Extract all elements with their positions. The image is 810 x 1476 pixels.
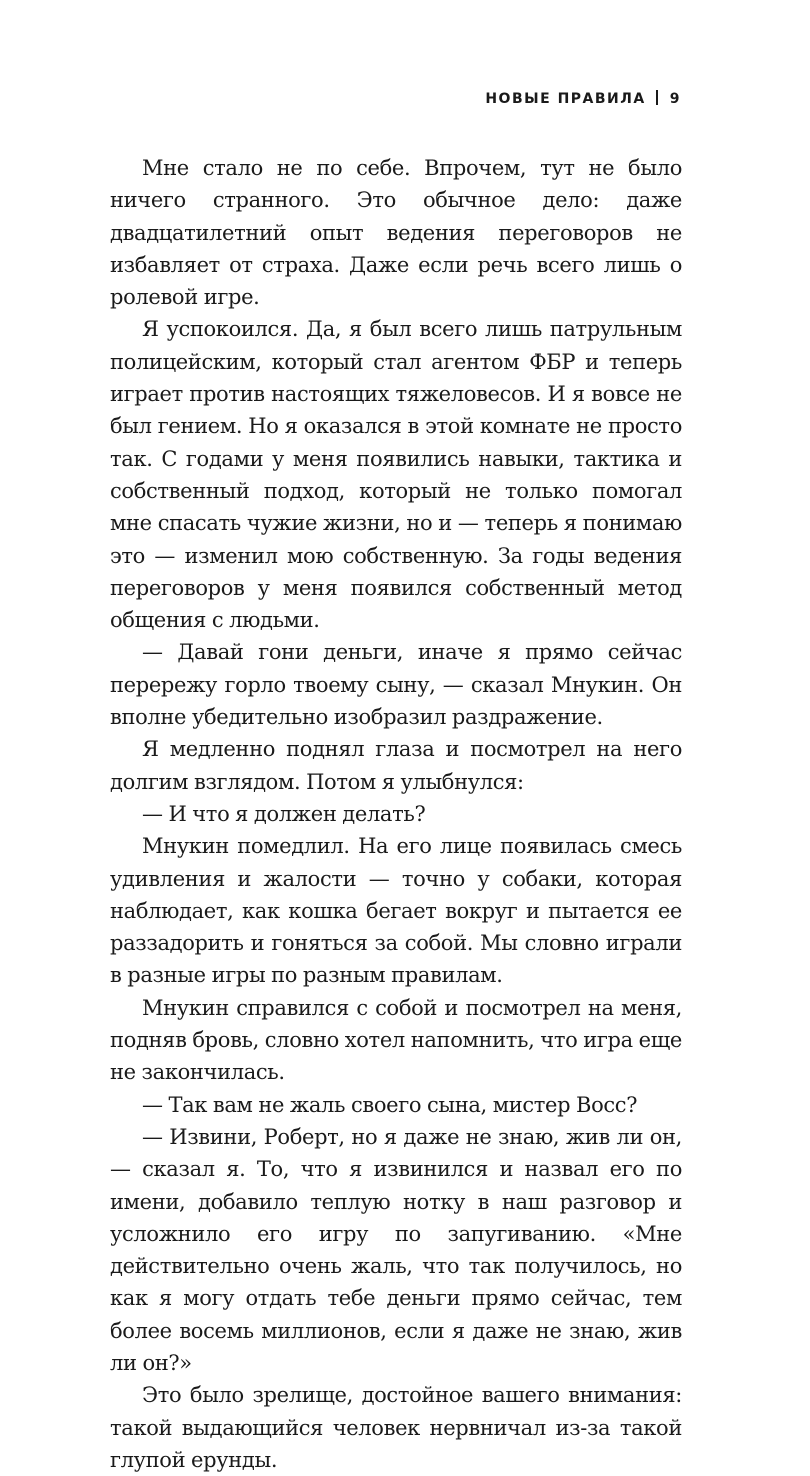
paragraph: Я успокоился. Да, я был всего лишь патрульным полицейским, который стал агентом ФБР и теперь играет против настоящих тяжеловесов. И я вовсе не был гением. Но я оказался в этой комнате не просто так. С годами у меня появились навыки, тактика и собственный подход, который не только помогал мне спасать чужие жизни, но и — теперь я понимаю это — изменил мою собственную. За годы ведения переговоров у меня появился собственный метод общения с людьми. <box>110 317 682 633</box>
paragraph: — Извини, Роберт, но я даже не знаю, жив ли он, — сказал я. То, что я извинился и назвал его по имени, добавило теплую нотку в наш разговор и усложнило его игру по запугиванию. «Мне действительно очень жаль, что так получилось, но как я могу отдать тебе деньги прямо сейчас, тем более восемь миллионов, если я даже не знаю, жив ли он?» <box>110 1124 682 1375</box>
running-head <box>485 90 681 107</box>
paragraph: Это было зрелище, достойное вашего внимания: такой выдающийся человек нервничал из-за такой глупой ерунды. <box>110 1383 682 1472</box>
chapter-title: НОВЫЕ ПРАВИЛА <box>485 91 646 107</box>
paragraph: — Давай гони деньги, иначе я прямо сейчас перережу горло твоему сыну, — сказал Мнукин. Он вполне убедительно изобразил раздражение. <box>110 640 682 730</box>
paragraph: Мнукин помедлил. На его лице появилась смесь удивления и жалости — точно у собаки, которая наблюдает, как кошка бегает вокруг и пытается ее раззадорить и гоняться за собой. Мы словно играли в разные игры по разным правилам. <box>110 834 682 988</box>
paragraph: — Так вам не жаль своего сына, мистер Восс? <box>142 1092 638 1117</box>
paragraph: Мнукин справился с собой и посмотрел на меня, подняв бровь, словно хотел напомнить, что игра еще не закончилась. <box>110 995 682 1085</box>
paragraph: — И что я должен делать? <box>142 801 426 826</box>
page-number: 9 <box>669 91 681 107</box>
paragraph: Я медленно поднял глаза и посмотрел на него долгим взглядом. Потом я улыбнулся: <box>110 737 682 794</box>
header-separator <box>656 90 658 105</box>
body-text <box>110 152 682 1476</box>
paragraph: Мне стало не по себе. Впрочем, тут не было ничего странного. Это обычное дело: даже двадцатилетний опыт ведения переговоров не избавляет от страха. Даже если речь всего лишь о ролевой игре. <box>110 156 682 310</box>
